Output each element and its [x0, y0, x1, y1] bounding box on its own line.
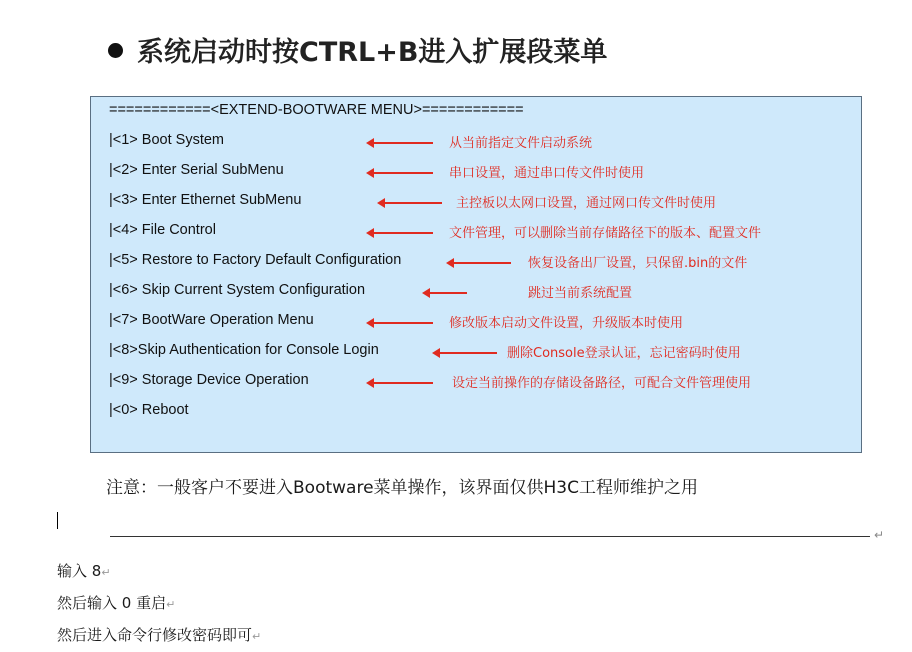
left-arrow-icon — [439, 352, 497, 354]
menu-item-7: |<7> BootWare Operation Menu — [109, 312, 314, 328]
step-line — [57, 620, 261, 652]
menu-item-10: |<0> Reboot — [109, 402, 189, 418]
left-arrow-icon — [373, 322, 433, 324]
left-arrow-icon — [373, 142, 433, 144]
menu-row-5 — [91, 252, 861, 272]
menu-note-5: 恢复设备出厂设置，只保留.bin的文件 — [528, 256, 748, 271]
section-title — [108, 30, 607, 69]
menu-row-10 — [91, 402, 861, 422]
menu-row-3 — [91, 192, 861, 212]
menu-row-2 — [91, 162, 861, 182]
step-line — [57, 588, 261, 620]
caution-note: 注意：一般客户不要进入Bootware菜单操作，该界面仅供H3C工程师维护之用 — [106, 478, 698, 498]
menu-row-1 — [91, 132, 861, 152]
menu-item-8: |<8>Skip Authentication for Console Login — [109, 342, 379, 358]
left-arrow-icon — [373, 232, 433, 234]
step-text: 然后进入命令行修改密码即可 — [57, 626, 253, 644]
paragraph-mark-icon: ↵ — [874, 528, 885, 542]
left-arrow-icon — [453, 262, 511, 264]
menu-item-5: |<5> Restore to Factory Default Configuration — [109, 252, 402, 268]
menu-row-6 — [91, 282, 861, 302]
menu-header: ============<EXTEND-BOOTWARE MENU>============ — [109, 102, 524, 118]
menu-note-4: 文件管理，可以删除当前存储路径下的版本、配置文件 — [449, 226, 762, 241]
menu-note-6: 跳过当前系统配置 — [528, 286, 633, 301]
menu-note-8: 删除Console登录认证，忘记密码时使用 — [507, 346, 741, 361]
step-line — [57, 556, 261, 588]
menu-item-2: |<2> Enter Serial SubMenu — [109, 162, 284, 178]
left-arrow-icon — [429, 292, 467, 294]
paragraph-mark-icon: ↵ — [166, 598, 176, 611]
section-title-text: 系统启动时按CTRL+B进入扩展段菜单 — [137, 37, 608, 68]
menu-row-4 — [91, 222, 861, 242]
menu-note-3: 主控板以太网口设置，通过网口传文件时使用 — [456, 196, 717, 211]
menu-item-4: |<4> File Control — [109, 222, 216, 238]
bullet-icon — [108, 43, 123, 58]
menu-item-9: |<9> Storage Device Operation — [109, 372, 309, 388]
menu-item-3: |<3> Enter Ethernet SubMenu — [109, 192, 302, 208]
text-cursor — [57, 512, 58, 529]
left-arrow-icon — [384, 202, 442, 204]
menu-note-1: 从当前指定文件启动系统 — [449, 136, 593, 151]
step-text: 然后输入 0 重启 — [57, 594, 167, 612]
step-text: 输入 8 — [57, 562, 102, 580]
menu-item-1: |<1> Boot System — [109, 132, 224, 148]
menu-note-2: 串口设置，通过串口传文件时使用 — [449, 166, 645, 181]
horizontal-rule — [110, 536, 870, 537]
bootware-menu-box — [90, 96, 862, 453]
menu-row-9 — [91, 372, 861, 392]
menu-row-8 — [91, 342, 861, 362]
left-arrow-icon — [373, 172, 433, 174]
paragraph-mark-icon: ↵ — [101, 566, 111, 579]
paragraph-mark-icon: ↵ — [252, 630, 262, 643]
instruction-steps — [57, 556, 261, 652]
left-arrow-icon — [373, 382, 433, 384]
menu-note-9: 设定当前操作的存储设备路径，可配合文件管理使用 — [452, 376, 752, 391]
menu-item-6: |<6> Skip Current System Configuration — [109, 282, 366, 298]
menu-row-7 — [91, 312, 861, 332]
menu-note-7: 修改版本启动文件设置，升级版本时使用 — [449, 316, 684, 331]
